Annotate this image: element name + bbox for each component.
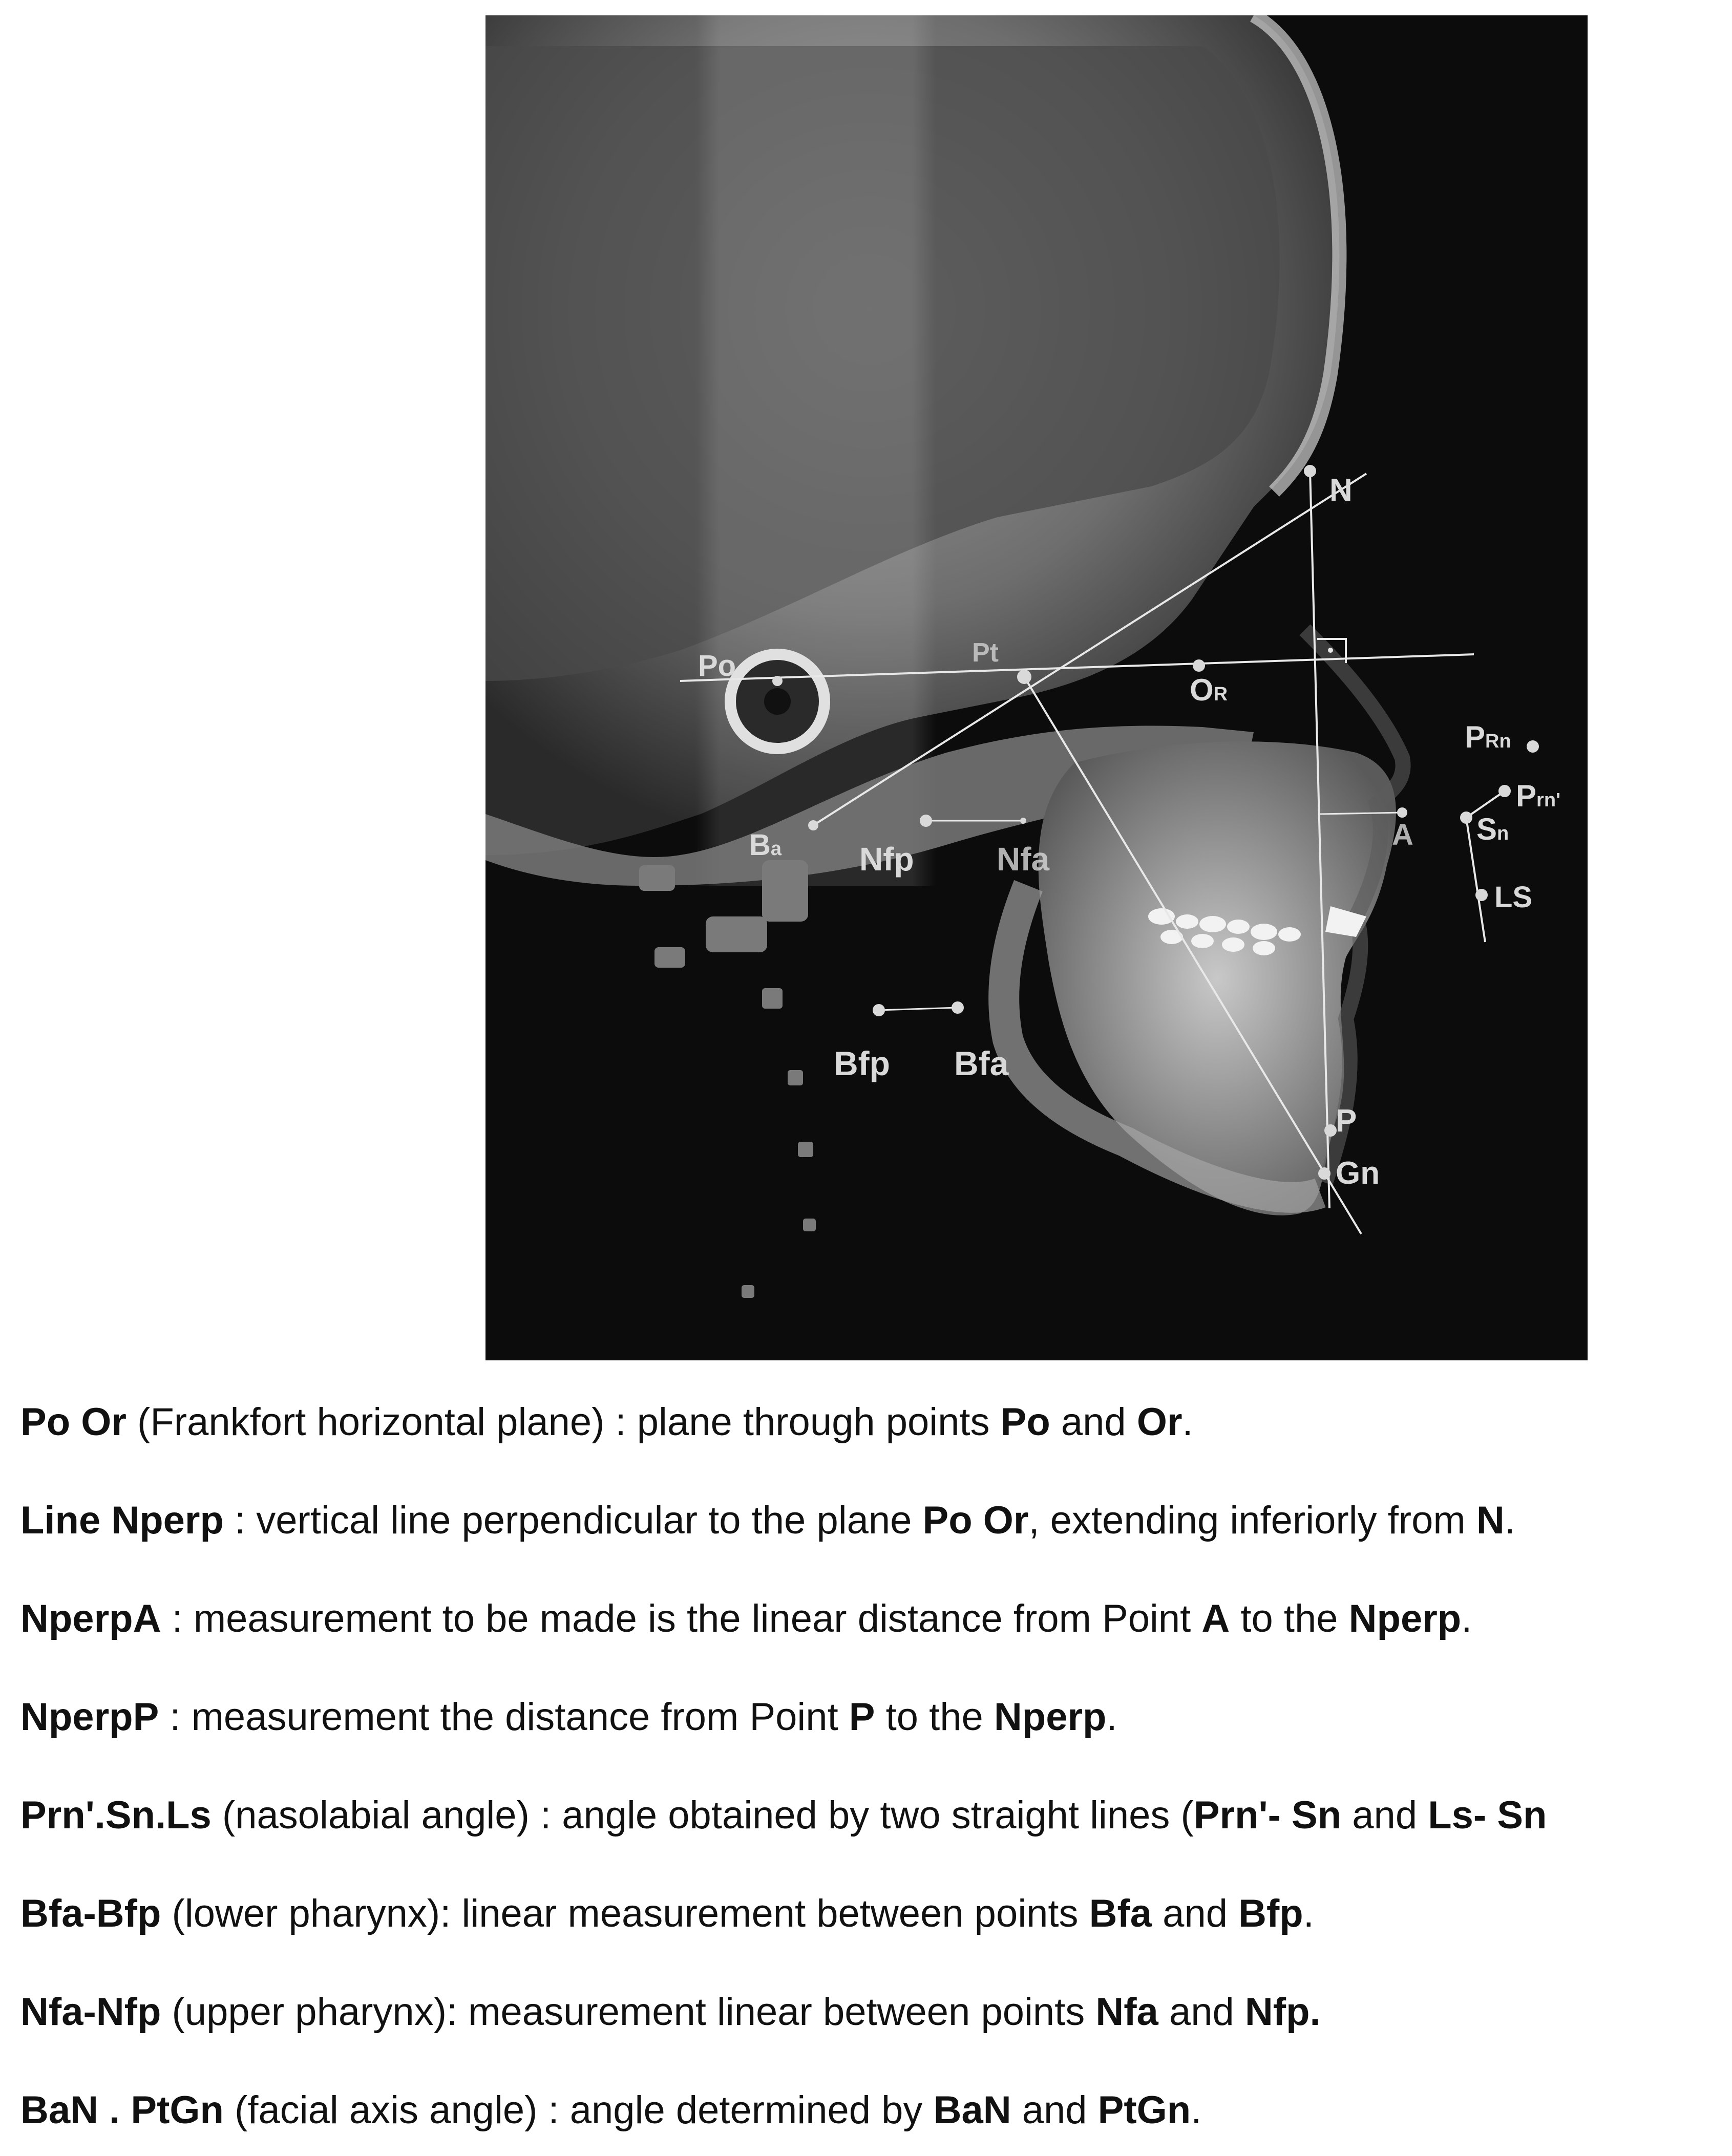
- vertical-band: [695, 15, 936, 886]
- definition-nperp-a: NperpA : measurement to be made is the linear distance from Point A to the Nperp.: [20, 1597, 1472, 1640]
- cervical-spine: [639, 860, 816, 1298]
- sn-point: [1460, 812, 1472, 824]
- definition-upper-pharynx: Nfa-Nfp (upper pharynx): measurement linear between points Nfa and Nfp.: [20, 1990, 1321, 2034]
- prn-upper-point: [1527, 740, 1539, 753]
- cephalometric-radiograph: [485, 15, 1588, 1360]
- po-point: [772, 676, 783, 686]
- n-point: [1304, 465, 1316, 477]
- gn-point: [1318, 1167, 1330, 1180]
- label-pt: Pt: [972, 638, 999, 668]
- label-prn-upper: PRn: [1465, 720, 1511, 754]
- pt-point: [1017, 670, 1031, 684]
- bfa-point: [952, 1001, 964, 1014]
- label-ls: LS: [1494, 881, 1533, 914]
- nfa-point: [1020, 818, 1026, 824]
- label-nfa: Nfa: [997, 841, 1050, 878]
- a-point: [1397, 807, 1407, 818]
- label-po: Po: [698, 649, 736, 682]
- nfp-point: [920, 815, 932, 827]
- label-n: N: [1329, 473, 1353, 508]
- label-ba: Ba: [749, 828, 782, 862]
- label-gn: Gn: [1336, 1156, 1380, 1191]
- label-prn: Prn': [1516, 779, 1561, 813]
- or-point: [1193, 659, 1205, 672]
- p-point: [1324, 1124, 1337, 1137]
- ls-point: [1475, 889, 1488, 901]
- label-a: A: [1392, 818, 1413, 851]
- definition-nperp-p: NperpP : measurement the distance from Point P to the Nperp.: [20, 1695, 1117, 1739]
- right-angle-dot: [1328, 648, 1333, 653]
- label-nfp: Nfp: [859, 841, 914, 878]
- bfp-bfa-line: [879, 1008, 958, 1010]
- label-or: OR: [1190, 673, 1228, 707]
- label-p: P: [1336, 1103, 1357, 1139]
- radiograph-svg: [485, 15, 1588, 1360]
- label-bfp: Bfp: [834, 1044, 890, 1082]
- bfp-point: [873, 1004, 885, 1016]
- definition-lower-pharynx: Bfa-Bfp (lower pharynx): linear measurement between points Bfa and Bfp.: [20, 1892, 1314, 1935]
- definition-nperp: Line Nperp : vertical line perpendicular to the plane Po Or, extending inferiorly from N.: [20, 1499, 1515, 1542]
- label-sn: Sn: [1476, 812, 1509, 846]
- ear-rod-center: [764, 688, 791, 715]
- definition-facial-axis-angle: BaN . PtGn (facial axis angle) : angle determined by BaN and PtGn.: [20, 2088, 1202, 2132]
- ba-point: [808, 820, 818, 830]
- prn-point: [1498, 785, 1511, 797]
- label-bfa: Bfa: [954, 1044, 1009, 1082]
- definition-po-or: Po Or (Frankfort horizontal plane) : plane through points Po and Or.: [20, 1400, 1193, 1444]
- definition-nasolabial-angle: Prn'.Sn.Ls (nasolabial angle) : angle obtained by two straight lines (Prn'- Sn and Ls- Sn: [20, 1794, 1547, 1837]
